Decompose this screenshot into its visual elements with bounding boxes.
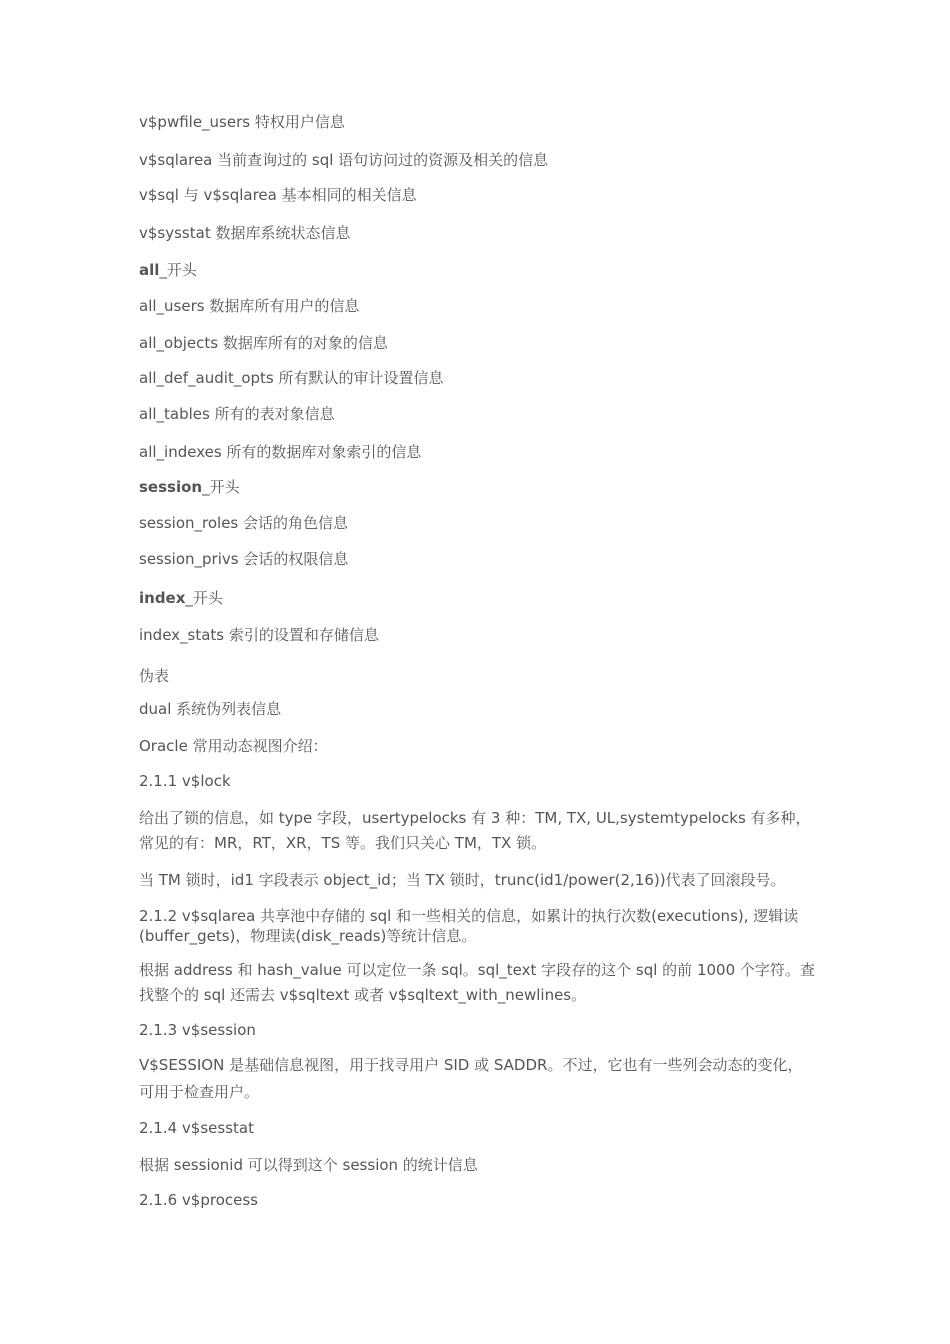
paragraph: 当 TM 锁时，id1 字段表示 object_id；当 TX 锁时，trunc(id1/power(2,16))代表了回滚段号。 [139,871,786,889]
text-line: 根据 sessionid 可以得到这个 session 的统计信息 [139,1156,478,1174]
paragraph: 2.1.2 v$sqlarea 共享池中存储的 sql 和一些相关的信息，如累计的执行次数(executions), 逻辑读(buffer_gets)，物理读(disk_reads)等统计信息。 [139,907,799,945]
text-line: all_objects 数据库所有的对象的信息 [139,334,388,352]
text-line: v$sql 与 v$sqlarea 基本相同的相关信息 [139,186,417,204]
text-line: v$sysstat 数据库系统状态信息 [139,224,351,242]
paragraph: 给出了锁的信息，如 type 字段，usertypelocks 有 3 种：TM, TX, UL,systemtypelocks 有多种，常见的有：MR，RT，XR，TS 等。我们只关心 TM，TX 锁。 [139,809,811,852]
text-line: session_privs 会话的权限信息 [139,550,349,568]
text-line: v$sqlarea 当前查询过的 sql 语句访问过的资源及相关的信息 [139,151,549,169]
heading-tail: _开头 [185,589,223,607]
text-line: index_stats 索引的设置和存储信息 [139,626,379,644]
text-line: all_indexes 所有的数据库对象索引的信息 [139,443,422,461]
heading-bold: index [139,589,186,607]
text-line: session_roles 会话的角色信息 [139,514,349,532]
subsection-heading: 2.1.4 v$sesstat [139,1119,254,1137]
text-line: Oracle 常用动态视图介绍： [139,737,328,755]
text-line: 伪表 [139,667,170,685]
subsection-heading: 2.1.6 v$process [139,1191,258,1209]
text-line: all_users 数据库所有用户的信息 [139,297,360,315]
text-line: all_def_audit_opts 所有默认的审计设置信息 [139,369,444,387]
text-line: all_tables 所有的表对象信息 [139,405,335,423]
subsection-heading: 2.1.3 v$session [139,1021,256,1039]
text-line: dual 系统伪列表信息 [139,700,282,718]
subsection-heading: 2.1.1 v$lock [139,772,231,790]
paragraph: V$SESSION 是基础信息视图，用于找寻用户 SID 或 SADDR。不过，它也有一些列会动态的变化，可用于检查用户。 [139,1056,803,1101]
heading-bold: all [139,261,160,279]
heading-bold: session [139,478,203,496]
section-heading-index [139,588,223,608]
paragraph: 根据 address 和 hash_value 可以定位一条 sql。sql_text 字段存的这个 sql 的前 1000 个字符。查找整个的 sql 还需去 v$sqltext 或者 v$sqltext_with_newlines。 [139,961,815,1004]
heading-tail: _开头 [202,478,240,496]
text-line: v$pwfile_users 特权用户信息 [139,113,345,131]
heading-tail: _开头 [159,261,197,279]
section-heading-session [139,477,240,497]
section-heading-all [139,260,197,280]
